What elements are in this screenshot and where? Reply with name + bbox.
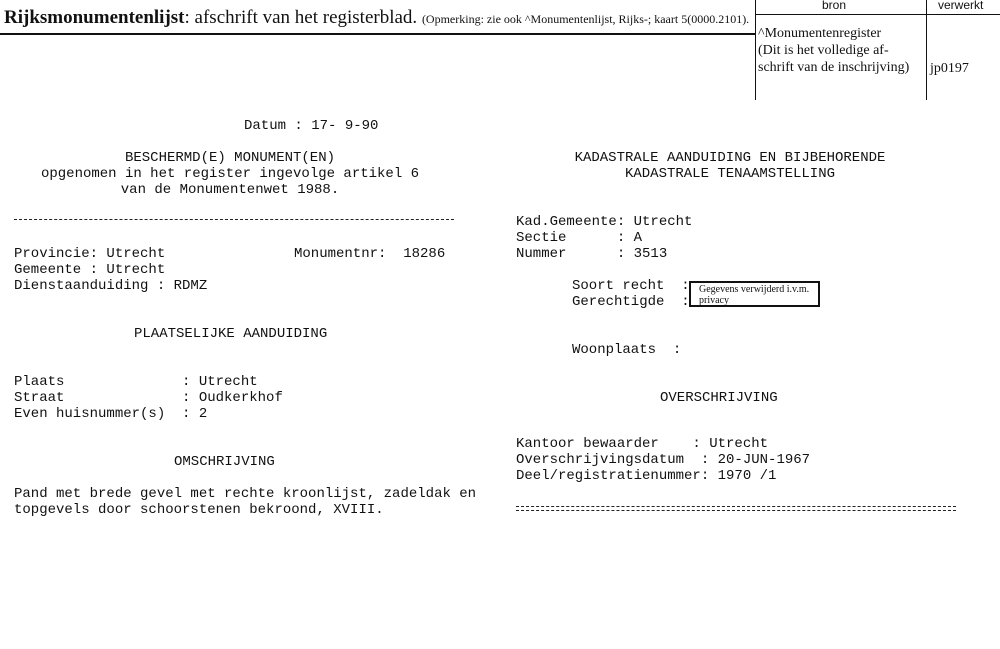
kantoor-field: Kantoor bewaarder : Utrecht: [516, 436, 769, 452]
bron-left-border: [755, 0, 756, 100]
title-bold: Rijksmonumentenlijst: [4, 7, 185, 28]
sectie-field: Sectie : A: [516, 230, 643, 246]
column-header-bron: bron: [822, 0, 847, 12]
provincie-field: Provincie: Utrecht: [14, 246, 166, 262]
verwerkt-cell: jp0197: [930, 61, 969, 76]
bron-line: ^Monumentenregister: [758, 26, 882, 41]
monumentnr-field: Monumentnr: 18286: [294, 246, 446, 262]
straat-field: Straat : Oudkerkhof: [14, 390, 283, 406]
kad-gemeente-field: Kad.Gemeente: Utrecht: [516, 214, 693, 230]
huisnummer-field: Even huisnummer(s) : 2: [14, 406, 208, 422]
bron-line: (Dit is het volledige af-: [758, 43, 889, 58]
woonplaats-label: Woonplaats :: [572, 342, 682, 358]
kadastrale-heading-2: KADASTRALE TENAAMSTELLING: [624, 166, 836, 182]
gerechtigde-label: Gerechtigde :: [572, 294, 690, 310]
title-rest: : afschrift van het registerblad.: [184, 7, 418, 28]
overschrijvingsdatum-field: Overschrijvingsdatum : 20-JUN-1967: [516, 452, 811, 468]
page-title: [4, 7, 749, 29]
plaatselijke-heading: PLAATSELIJKE AANDUIDING: [134, 326, 328, 342]
kadastrale-heading-1: KADASTRALE AANDUIDING EN BIJBEHORENDE: [574, 150, 886, 166]
dienstaanduiding-field: Dienstaanduiding : RDMZ: [14, 278, 208, 294]
verwerkt-left-border: [926, 0, 927, 100]
left-dashed-rule: [14, 219, 454, 220]
plaats-field: Plaats : Utrecht: [14, 374, 258, 390]
monument-heading: BESCHERMD(E) MONUMENT(EN): [124, 150, 336, 166]
gemeente-field: Gemeente : Utrecht: [14, 262, 166, 278]
title-note: (Opmerking: zie ook ^Monumentenlijst, Rijks-; kaart 5(0000.2101).: [421, 12, 750, 26]
privacy-redaction-box: Gegevens verwijderd i.v.m. privacy: [689, 281, 820, 307]
column-header-verwerkt: verwerkt: [938, 0, 984, 12]
omschrijving-line-1: Pand met brede gevel met rechte kroonlijst, zadeldak en: [14, 486, 477, 502]
column-header-rule: [755, 14, 1000, 15]
datum-line: Datum : 17- 9-90: [244, 118, 379, 134]
omschrijving-heading: OMSCHRIJVING: [174, 454, 275, 470]
omschrijving-line-2: topgevels door schoorstenen bekroond, XVIII.: [14, 502, 384, 518]
bron-line: schrift van de inschrijving): [758, 60, 910, 75]
monument-subheading-1: opgenomen in het register ingevolge artikel 6: [40, 166, 420, 182]
monument-subheading-2: van de Monumentenwet 1988.: [120, 182, 340, 198]
overschrijving-heading: OVERSCHRIJVING: [660, 390, 778, 406]
right-double-rule: [516, 506, 956, 511]
header-rule: [0, 33, 755, 35]
nummer-field: Nummer : 3513: [516, 246, 668, 262]
soort-recht-label: Soort recht :: [572, 278, 690, 294]
deel-field: Deel/registratienummer: 1970 /1: [516, 468, 777, 484]
bron-cell: [758, 25, 909, 76]
